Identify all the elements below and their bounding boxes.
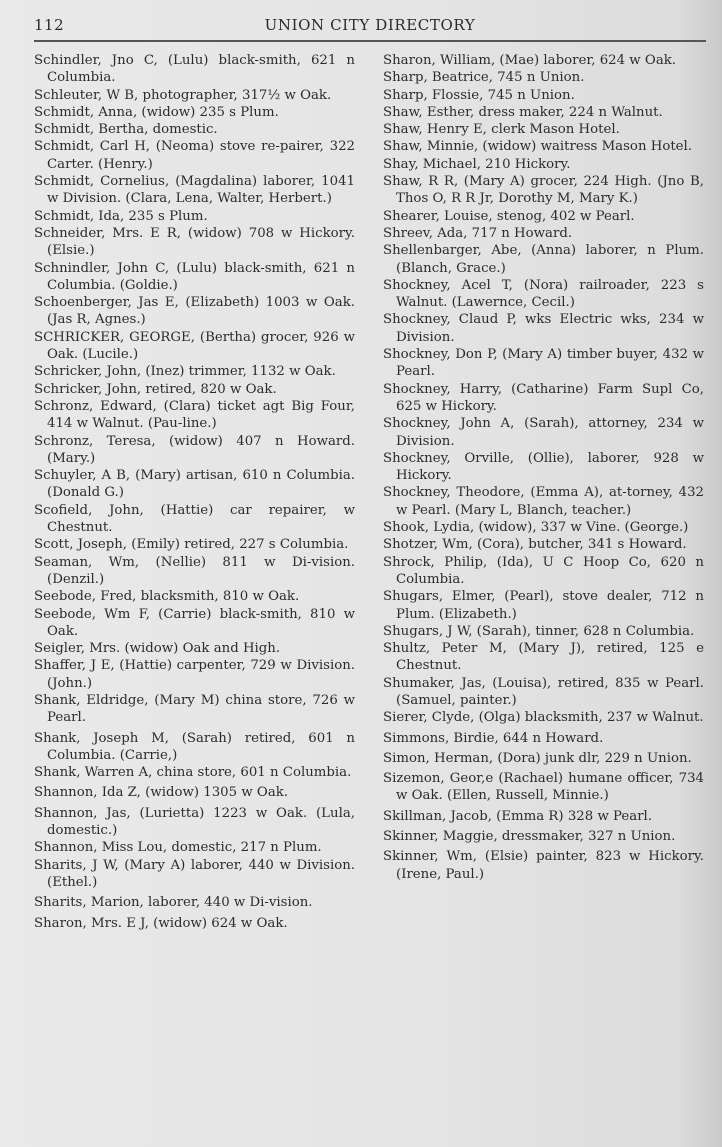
directory-entry: Shellenbarger, Abe, (Anna) laborer, n Plum. (Blanch, Grace.) [383,243,704,276]
directory-entry: Schleuter, W B, photographer, 317½ w Oak. [34,87,332,103]
directory-entry: Schoenberger, Jas E, (Elizabeth) 1003 w Oak. (Jas R, Agnes.) [34,295,355,328]
directory-entry: Shannon, Miss Lou, domestic, 217 n Plum. [34,840,322,856]
directory-entry: Skillman, Jacob, (Emma R) 328 w Pearl. [383,808,653,824]
directory-entry: Schuyler, A B, (Mary) artisan, 610 n Columbia. (Donald G.) [34,468,355,501]
directory-entry: Skinner, Wm, (Elsie) painter, 823 w Hickory. (Irene, Paul.) [383,849,704,882]
header-rule [34,40,706,42]
directory-entry: Schindler, Jno C, (Lulu) black-smith, 621 n Columbia. [34,53,355,86]
directory-entry: Sizemon, Geor,e (Rachael) humane officer, 734 w Oak. (Ellen, Russell, Minnie.) [383,771,704,804]
right-column [383,52,704,883]
directory-entry: Seebode, Wm F, (Carrie) black-smith, 810 w Oak. [34,606,355,639]
directory-entry: Shook, Lydia, (widow), 337 w Vine. (George.) [383,520,689,536]
directory-entry: Shearer, Louise, stenog, 402 w Pearl. [383,208,635,224]
directory-entry: Shaw, R R, (Mary A) grocer, 224 High. (Jno B, Thos O, R R Jr, Dorothy M, Mary K.) [383,174,704,207]
directory-entry: Shugars, Elmer, (Pearl), stove dealer, 712 n Plum. (Elizabeth.) [383,589,704,622]
directory-entry: Sharon, Mrs. E J, (widow) 624 w Oak. [34,915,288,931]
directory-entry: Sharp, Flossie, 745 n Union. [383,87,575,103]
directory-entry: Sharits, Marion, laborer, 440 w Di-vision. [34,895,313,911]
directory-entry: Shaw, Minnie, (widow) waitress Mason Hotel. [383,139,693,155]
directory-entry: Shannon, Jas, (Lurietta) 1223 w Oak. (Lula, domestic.) [34,805,355,839]
directory-entry: Schneider, Mrs. E R, (widow) 708 w Hickory. (Elsie.) [34,225,355,259]
directory-entry: Shugars, J W, (Sarah), tinner, 628 n Columbia. [383,623,695,639]
directory-entry: Shockney, John A, (Sarah), attorney, 234 w Division. [383,416,704,449]
directory-entry: Shumaker, Jas, (Louisa), retired, 835 w Pearl. (Samuel, painter.) [383,675,704,708]
directory-entry: Shockney, Acel T, (Nora) railroader, 223 s Walnut. (Lawernce, Cecil.) [383,277,704,311]
directory-entry: Sharits, J W, (Mary A) laborer, 440 w Division. (Ethel.) [34,857,355,890]
running-title: UNION CITY DIRECTORY [264,16,476,34]
directory-entry: SCHRICKER, GEORGE, (Bertha) grocer, 926 w Oak. (Lucile.) [34,329,355,363]
directory-entry: Shank, Warren A, china store, 601 n Columbia. [34,765,352,781]
directory-entry: Shank, Joseph M, (Sarah) retired, 601 n Columbia. (Carrie,) [34,730,355,763]
directory-entry: Schricker, John, retired, 820 w Oak. [34,381,277,397]
directory-entry: Shockney, Orville, (Ollie), laborer, 928 w Hickory. [383,450,704,484]
directory-entry: Simon, Herman, (Dora) junk dlr, 229 n Union. [383,750,692,766]
directory-entry: Shultz, Peter M, (Mary J), retired, 125 e Chestnut. [383,641,704,674]
directory-entry: Shockney, Don P, (Mary A) timber buyer, 432 w Pearl. [383,347,704,380]
directory-entry: Schmidt, Anna, (widow) 235 s Plum. [34,104,279,120]
directory-entry: Shotzer, Wm, (Cora), butcher, 341 s Howard. [383,537,687,553]
directory-entry: Shank, Eldridge, (Mary M) china store, 726 w Pearl. [34,692,355,726]
directory-entry: Shockney, Claud P, wks Electric wks, 234 w Division. [383,312,704,345]
directory-entry: Shockney, Harry, (Catharine) Farm Supl Co, 625 w Hickory. [383,381,704,414]
directory-entry: Schmidt, Carl H, (Neoma) stove re-pairer, 322 Carter. (Henry.) [34,139,355,172]
page-number: 112 [34,16,65,34]
directory-entry: Shaw, Henry E, clerk Mason Hotel. [383,122,620,138]
directory-entry: Seebode, Fred, blacksmith, 810 w Oak. [34,589,300,605]
directory-entry: Seigler, Mrs. (widow) Oak and High. [34,641,281,657]
directory-entry: Scott, Joseph, (Emily) retired, 227 s Columbia. [34,537,349,553]
page-header [34,14,706,36]
directory-entry: Schmidt, Bertha, domestic. [34,122,218,138]
directory-entry: Shrock, Philip, (Ida), U C Hoop Co, 620 n Columbia. [383,554,704,587]
directory-entry: Sharp, Beatrice, 745 n Union. [383,70,585,86]
directory-entry: Seaman, Wm, (Nellie) 811 w Di-vision. (Denzil.) [34,554,355,587]
directory-entry: Shaffer, J E, (Hattie) carpenter, 729 w Division. (John.) [34,658,355,691]
directory-entry: Sharon, William, (Mae) laborer, 624 w Oak. [383,53,677,68]
directory-entry: Schnindler, John C, (Lulu) black-smith, 621 n Columbia. (Goldie.) [34,260,355,293]
directory-entry: Schricker, John, (Inez) trimmer, 1132 w Oak. [34,364,336,380]
directory-entry: Shreev, Ada, 717 n Howard. [383,225,573,241]
directory-entry: Shannon, Ida Z, (widow) 1305 w Oak. [34,785,289,801]
directory-entry: Schmidt, Cornelius, (Magdalina) laborer, 1041 w Division. (Clara, Lena, Walter, Herbert.) [34,174,355,207]
directory-entry: Schmidt, Ida, 235 s Plum. [34,208,208,224]
directory-entry: Schronz, Teresa, (widow) 407 n Howard. (Mary.) [34,433,355,466]
left-column [34,52,355,932]
directory-entry: Sierer, Clyde, (Olga) blacksmith, 237 w Walnut. [383,710,704,726]
directory-entry: Scofield, John, (Hattie) car repairer, w Chestnut. [34,502,355,536]
directory-entry: Skinner, Maggie, dressmaker, 327 n Union. [383,829,676,845]
directory-entry: Simmons, Birdie, 644 n Howard. [383,730,604,746]
directory-entry: Shockney, Theodore, (Emma A), at-torney, 432 w Pearl. (Mary L, Blanch, teacher.) [383,485,704,518]
directory-entry: Schronz, Edward, (Clara) ticket agt Big Four, 414 w Walnut. (Pau-line.) [34,398,355,432]
directory-entry: Shaw, Esther, dress maker, 224 n Walnut. [383,104,663,120]
directory-entry: Shay, Michael, 210 Hickory. [383,156,571,172]
